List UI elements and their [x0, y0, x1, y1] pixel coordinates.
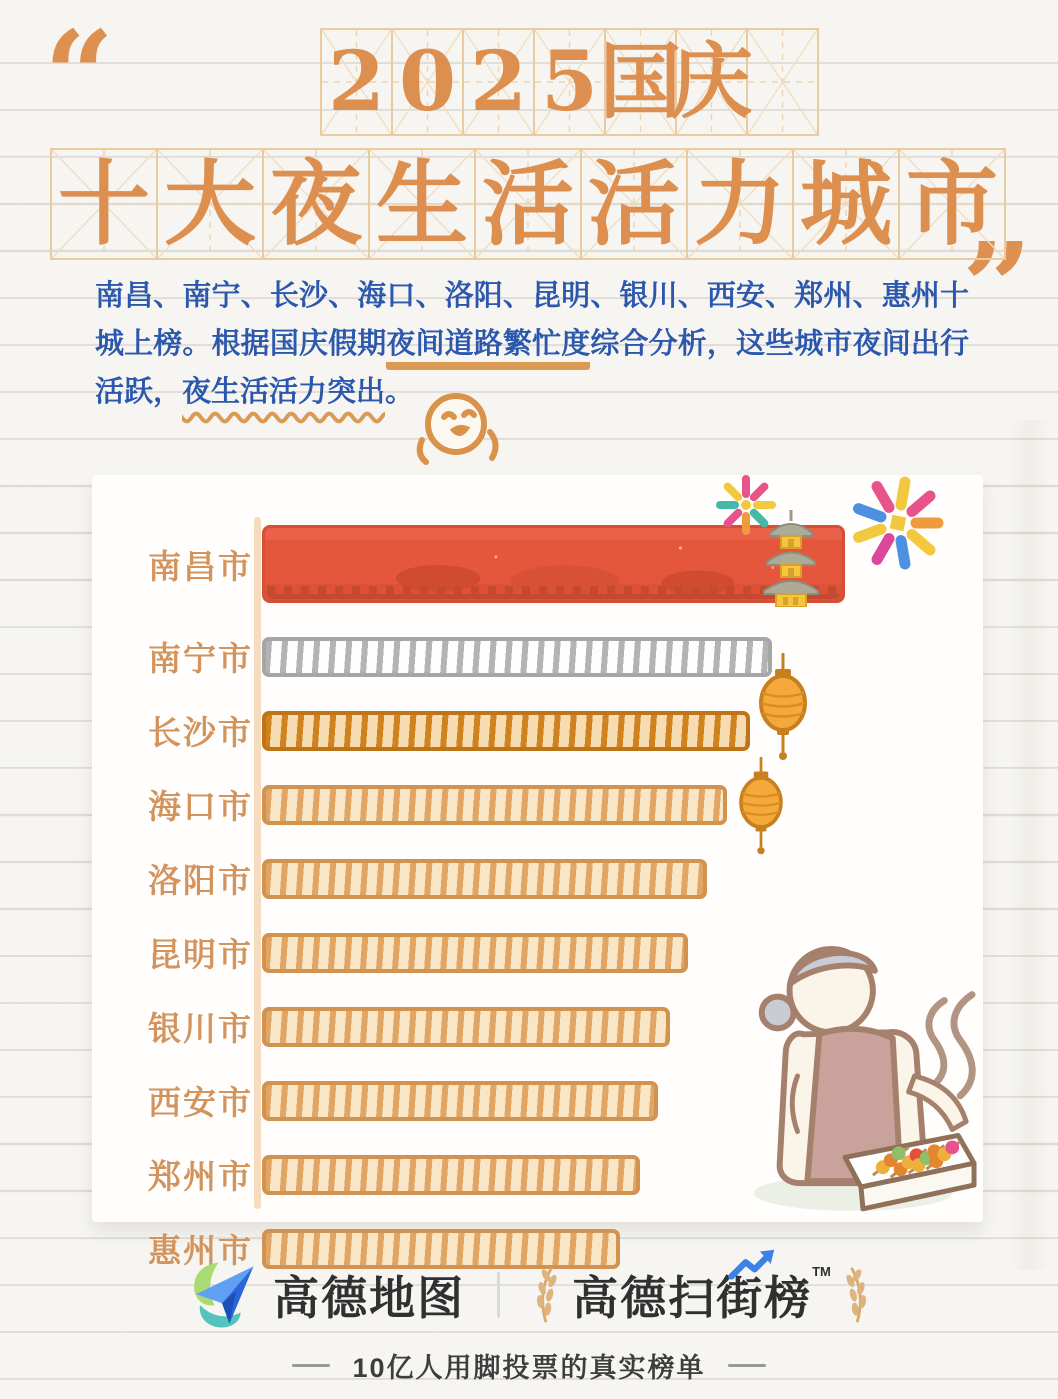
- title-char: 生: [375, 150, 468, 258]
- title-char-box: [462, 28, 535, 136]
- intro-highlighted-text: 夜生活活力突出: [182, 376, 386, 408]
- title-char: 2: [469, 34, 528, 130]
- title-char: 活: [587, 150, 680, 258]
- intro-paragraph: [95, 272, 969, 416]
- closing-quote-mark: ”: [962, 215, 1033, 359]
- city-label: 惠州市: [148, 1232, 253, 1269]
- city-bar: [262, 525, 845, 603]
- trend-arrow-icon: [726, 1246, 776, 1282]
- title-char-box: [368, 148, 476, 260]
- tagline-dash: [728, 1364, 766, 1367]
- intro-line: [95, 272, 969, 320]
- title-char: 国: [599, 34, 682, 130]
- tagline-dash: [292, 1364, 330, 1367]
- title-char: 0: [398, 34, 457, 130]
- chart-row-昆明市: [92, 929, 983, 976]
- wheat-ear-icon: [532, 1264, 558, 1326]
- city-bar: [262, 1155, 640, 1195]
- chart-row-银川市: [92, 1003, 983, 1050]
- title-char: 城: [799, 150, 892, 258]
- street-ranking-logo: [572, 1262, 831, 1328]
- title-char-box: [262, 148, 370, 260]
- title-char: 十: [57, 150, 150, 258]
- title-char-box: [533, 28, 606, 136]
- title-char-box: [686, 148, 794, 260]
- title-char-box: [50, 148, 158, 260]
- chart-row-洛阳市: [92, 855, 983, 902]
- opening-quote-mark: “: [44, 3, 115, 147]
- title-char-box: [599, 28, 682, 136]
- title-line-1: [322, 28, 819, 136]
- intro-text: 南昌、南宁、长沙、海口、洛阳、昆明、银川、西安、郑州、惠州十: [95, 280, 969, 312]
- chart-row-海口市: [92, 781, 983, 828]
- title-char: 市: [905, 150, 998, 258]
- title-char: 5: [540, 34, 599, 130]
- amap-paper-plane-icon: [187, 1259, 259, 1331]
- city-label: 银川市: [148, 1010, 253, 1047]
- chart-row-郑州市: [92, 1151, 983, 1198]
- chart-row-长沙市: [92, 707, 983, 754]
- title-char: 力: [693, 150, 786, 258]
- title-char-box: [898, 148, 1006, 260]
- city-label: 西安市: [148, 1084, 253, 1121]
- intro-line: [95, 368, 969, 416]
- city-bar: [262, 933, 688, 973]
- tagline-text: 10亿人用脚投票的真实榜单: [352, 1353, 706, 1383]
- intro-text: 城上榜。根据国庆假期: [95, 328, 387, 360]
- chart-row-南宁市: [92, 633, 983, 680]
- title-char: 活: [481, 150, 574, 258]
- chart-row-西安市: [92, 1077, 983, 1124]
- title-char: 大: [163, 150, 256, 258]
- trademark-symbol: TM: [812, 1264, 831, 1279]
- intro-text: 。: [385, 376, 415, 408]
- wheat-ear-icon: [845, 1264, 871, 1326]
- intro-text: 综合分析，这些城市夜间出行: [590, 328, 969, 360]
- city-label: 郑州市: [148, 1158, 253, 1195]
- title-char-box: [474, 148, 582, 260]
- title-char-box: [320, 28, 393, 136]
- city-label: 海口市: [148, 788, 253, 825]
- title-line-2: [52, 148, 1006, 260]
- city-label: 南昌市: [148, 547, 253, 585]
- city-label: 长沙市: [148, 714, 253, 751]
- intro-line: [95, 320, 969, 368]
- paper-crease: [1010, 420, 1050, 1270]
- title-char-box: [391, 28, 464, 136]
- intro-highlighted-text: 夜间道路繁忙度: [386, 328, 590, 370]
- city-bar: [262, 859, 707, 899]
- footer-tagline: [0, 1346, 1058, 1385]
- city-bar: [262, 785, 727, 825]
- title-char-box: [670, 28, 753, 136]
- title-char: 庆: [670, 34, 753, 130]
- city-bar: [262, 711, 750, 751]
- footer-logos: [0, 1256, 1058, 1334]
- nightlife-bar-chart: [92, 525, 983, 1272]
- city-label: 昆明市: [148, 936, 253, 973]
- city-label: 洛阳市: [148, 862, 253, 899]
- title-char-box: [156, 148, 264, 260]
- city-label: 南宁市: [148, 640, 253, 677]
- street-ranking-wordmark: 高德扫街榜: [572, 1272, 813, 1324]
- amap-wordmark: 高德地图: [273, 1272, 466, 1324]
- title-char-box: [792, 148, 900, 260]
- city-bar: [262, 1007, 670, 1047]
- city-bar: [262, 1081, 658, 1121]
- empty-grid-box: [746, 28, 819, 136]
- title-char: 夜: [269, 150, 362, 258]
- cheering-smiley-doodle-icon: [404, 384, 504, 468]
- intro-text: 活跃，: [95, 376, 183, 408]
- city-bar: [262, 637, 772, 677]
- title-char-box: [580, 148, 688, 260]
- chart-card: [92, 475, 983, 1269]
- footer-divider: [497, 1272, 500, 1318]
- title-char: 2: [327, 34, 386, 130]
- chart-row-南昌市: [92, 525, 983, 603]
